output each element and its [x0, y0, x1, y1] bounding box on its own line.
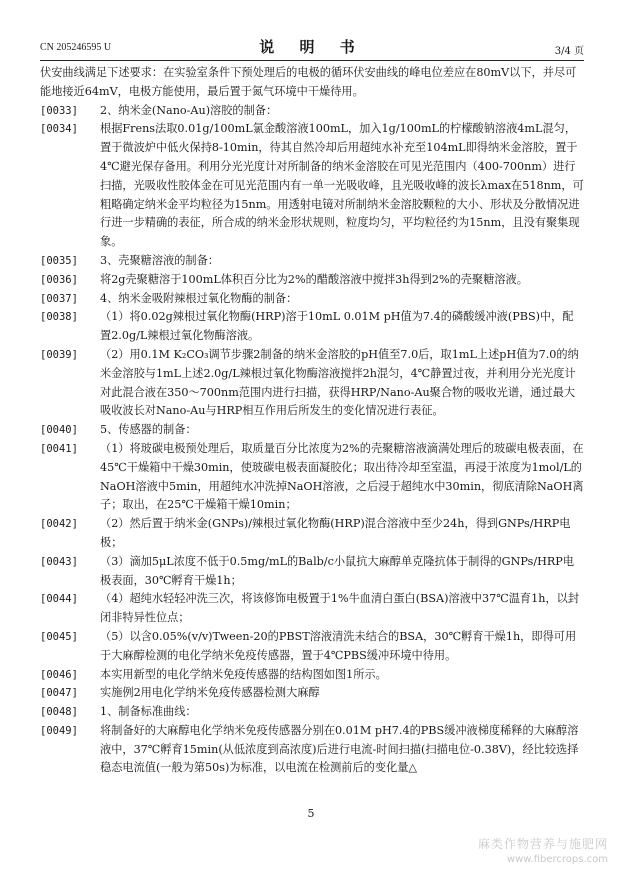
paragraph: [40, 290, 584, 309]
paragraph-text: 2、纳米金(Nano-Au)溶胶的制备：: [100, 103, 278, 117]
paragraph-text: （2）然后置于纳米金(GNPs)/辣根过氧化物酶(HRP)混合溶液中至少24h，得到GNPs/HRP电极；: [100, 517, 571, 549]
page-header: [40, 36, 584, 58]
paragraph-text: （4）超纯水轻轻冲洗三次，将该修饰电极置于1%牛血清白蛋白(BSA)溶液中37℃温育1h，以封闭非特异性位点；: [100, 592, 580, 625]
paragraph: [40, 346, 584, 421]
paragraph-text: 实施例2用电化学纳米免疫传感器检测大麻醇: [100, 686, 320, 700]
paragraph-text: 1、制备标准曲线：: [100, 705, 197, 719]
paragraph-text: （3）滴加5μL浓度不低于0.5mg/mL的Balb/c小鼠抗大麻醇单克隆抗体于制得的GNPs/HRP电极表面，30℃孵育干燥1h；: [100, 554, 575, 587]
paragraph-text: 4、纳米金吸附辣根过氧化物酶的制备：: [100, 291, 298, 305]
paragraph: [40, 553, 584, 591]
header-divider: [40, 60, 584, 61]
paragraph-number: [0033]: [40, 104, 78, 117]
page-info: 3/4 页: [554, 46, 584, 57]
paragraph-text: 5、传感器的制备：: [100, 423, 197, 437]
paragraph-number: [0044]: [40, 593, 78, 606]
paragraph: [40, 684, 584, 703]
paragraph-text: 伏安曲线满足下述要求：在实验室条件下预处理后的电极的循环伏安曲线的峰电位差应在80mV以下，并尽可能地接近64mV，电极方能使用，最后置于氮气环境中干燥待用。: [40, 66, 577, 98]
paragraph-number: [0046]: [40, 668, 78, 681]
paragraph-text: 将2g壳聚糖溶于100mL体积百分比为2%的醋酸溶液中搅拌3h得到2%的壳聚糖溶液。: [100, 272, 528, 286]
paragraph: [40, 271, 584, 290]
watermark: [478, 835, 608, 865]
paragraph-number: [0036]: [40, 273, 78, 286]
paragraph-text: （5）以含0.05%(v/v)Tween-20的PBST溶液清洗未结合的BSA，30℃孵育干燥1h，即得可用于大麻醇检测的电化学纳米免疫传感器，置于4℃PBS缓冲环境中待用。: [100, 629, 577, 662]
paragraph-text: 将制备好的大麻醇电化学纳米免疫传感器分别在0.01M pH7.4的PBS缓冲液梯度稀释的大麻醇溶液中，37℃孵育15min(从低浓度到高浓度)后进行电流-时间扫描(扫描电位-0.38V)，经比较选择稳态电流值(一般为第50s)为标准，以电流在检测前后的变化量△: [100, 723, 579, 775]
paragraph-number: [0047]: [40, 687, 78, 700]
paragraph-number: [0039]: [40, 348, 78, 361]
paragraph-number: [0042]: [40, 518, 78, 531]
page-number: 5: [307, 807, 315, 820]
paragraph: [40, 515, 584, 553]
paragraph-number: [0034]: [40, 123, 78, 136]
document-body: [40, 64, 584, 778]
paragraph-text: （2）用0.1M K₂CO₃调节步骤2制备的纳米金溶胶的pH值至7.0后，取1mL上述pH值为7.0的纳米金溶胶与1mL上述2.0g/L辣根过氧化物酶溶液搅拌2h混匀，4℃静置过夜，并利用分光光度计对此混合液在350～700nm范围内进行扫描，获得HRP/Nano-Au聚合物的吸收光谱，通过最大吸收波长对Nano-Au与HRP相互作用后所发生的变化情况进行表征。: [100, 347, 579, 418]
patent-number: CN 205246595 U: [40, 42, 112, 53]
paragraph-text: （1）将玻碳电极预处理后，取质量百分比浓度为2%的壳聚糖溶液滴满处理后的玻碳电极表面，在45℃干燥箱中干燥30min，使玻碳电极表面凝胶化；取出待冷却至室温，再浸于浓度为1mol/L的NaOH溶液中5min，用超纯水冲洗掉NaOH溶液，之后浸于超纯水中30min，彻底清除NaOH离子；取出，在25℃干燥箱干燥10min；: [100, 441, 584, 512]
paragraph-number: [0038]: [40, 311, 78, 324]
paragraph-number: [0045]: [40, 630, 78, 643]
paragraph: [40, 590, 584, 628]
paragraph: [40, 421, 584, 440]
watermark-url: www.fibercrops.com: [506, 854, 608, 865]
paragraph: [40, 666, 584, 685]
paragraph-number: [0041]: [40, 442, 78, 455]
paragraph-number: [0035]: [40, 254, 78, 267]
watermark-name: 麻类作物营养与施肥网: [477, 837, 608, 851]
paragraph: [40, 64, 584, 102]
paragraph-number: [0048]: [40, 706, 78, 719]
paragraph: [40, 252, 584, 271]
paragraph-number: [0049]: [40, 724, 78, 737]
paragraph: [40, 102, 584, 121]
paragraph-number: [0040]: [40, 424, 78, 437]
paragraph-text: 根据Frens法取0.01g/100mL氯金酸溶液100mL，加入1g/100mL的柠檬酸钠溶液4mL混匀，置于微波炉中低火保持8-10min，待其自然冷却后用超纯水补充至104mL即得纳米金溶胶，置于4℃避光保存备用。利用分光光度计对所制备的纳米金溶胶在可见光范围内（400-700nm）进行扫描，光吸收性胶体金在可见光范围内有一单一光吸收峰，且光吸收峰的波长λmax在518nm，可粗略确定纳米金平均粒径为15nm。用透射电镜对所制纳米金溶胶颗粒的大小、形状及分散情况进行进一步精确的表征，所合成的纳米金形状规则，粒度均匀，平均粒径约为15nm，且没有聚集现象。: [100, 122, 584, 249]
paragraph: [40, 628, 584, 666]
paragraph-text: 本实用新型的电化学纳米免疫传感器的结构图如图1所示。: [100, 667, 387, 681]
paragraph: [40, 722, 584, 778]
paragraph-text: 3、壳聚糖溶液的制备：: [100, 253, 219, 267]
paragraph: [40, 120, 584, 252]
document-title: 说 明 书: [259, 38, 365, 56]
paragraph: [40, 703, 584, 722]
paragraph: [40, 440, 584, 515]
paragraph: [40, 308, 584, 346]
paragraph-text: （1）将0.02g辣根过氧化物酶(HRP)溶于10mL 0.01M pH值为7.4的磷酸缓冲液(PBS)中，配置2.0g/L辣根过氧化物酶溶液。: [100, 310, 574, 343]
paragraph-number: [0043]: [40, 555, 78, 568]
paragraph-number: [0037]: [40, 292, 78, 305]
